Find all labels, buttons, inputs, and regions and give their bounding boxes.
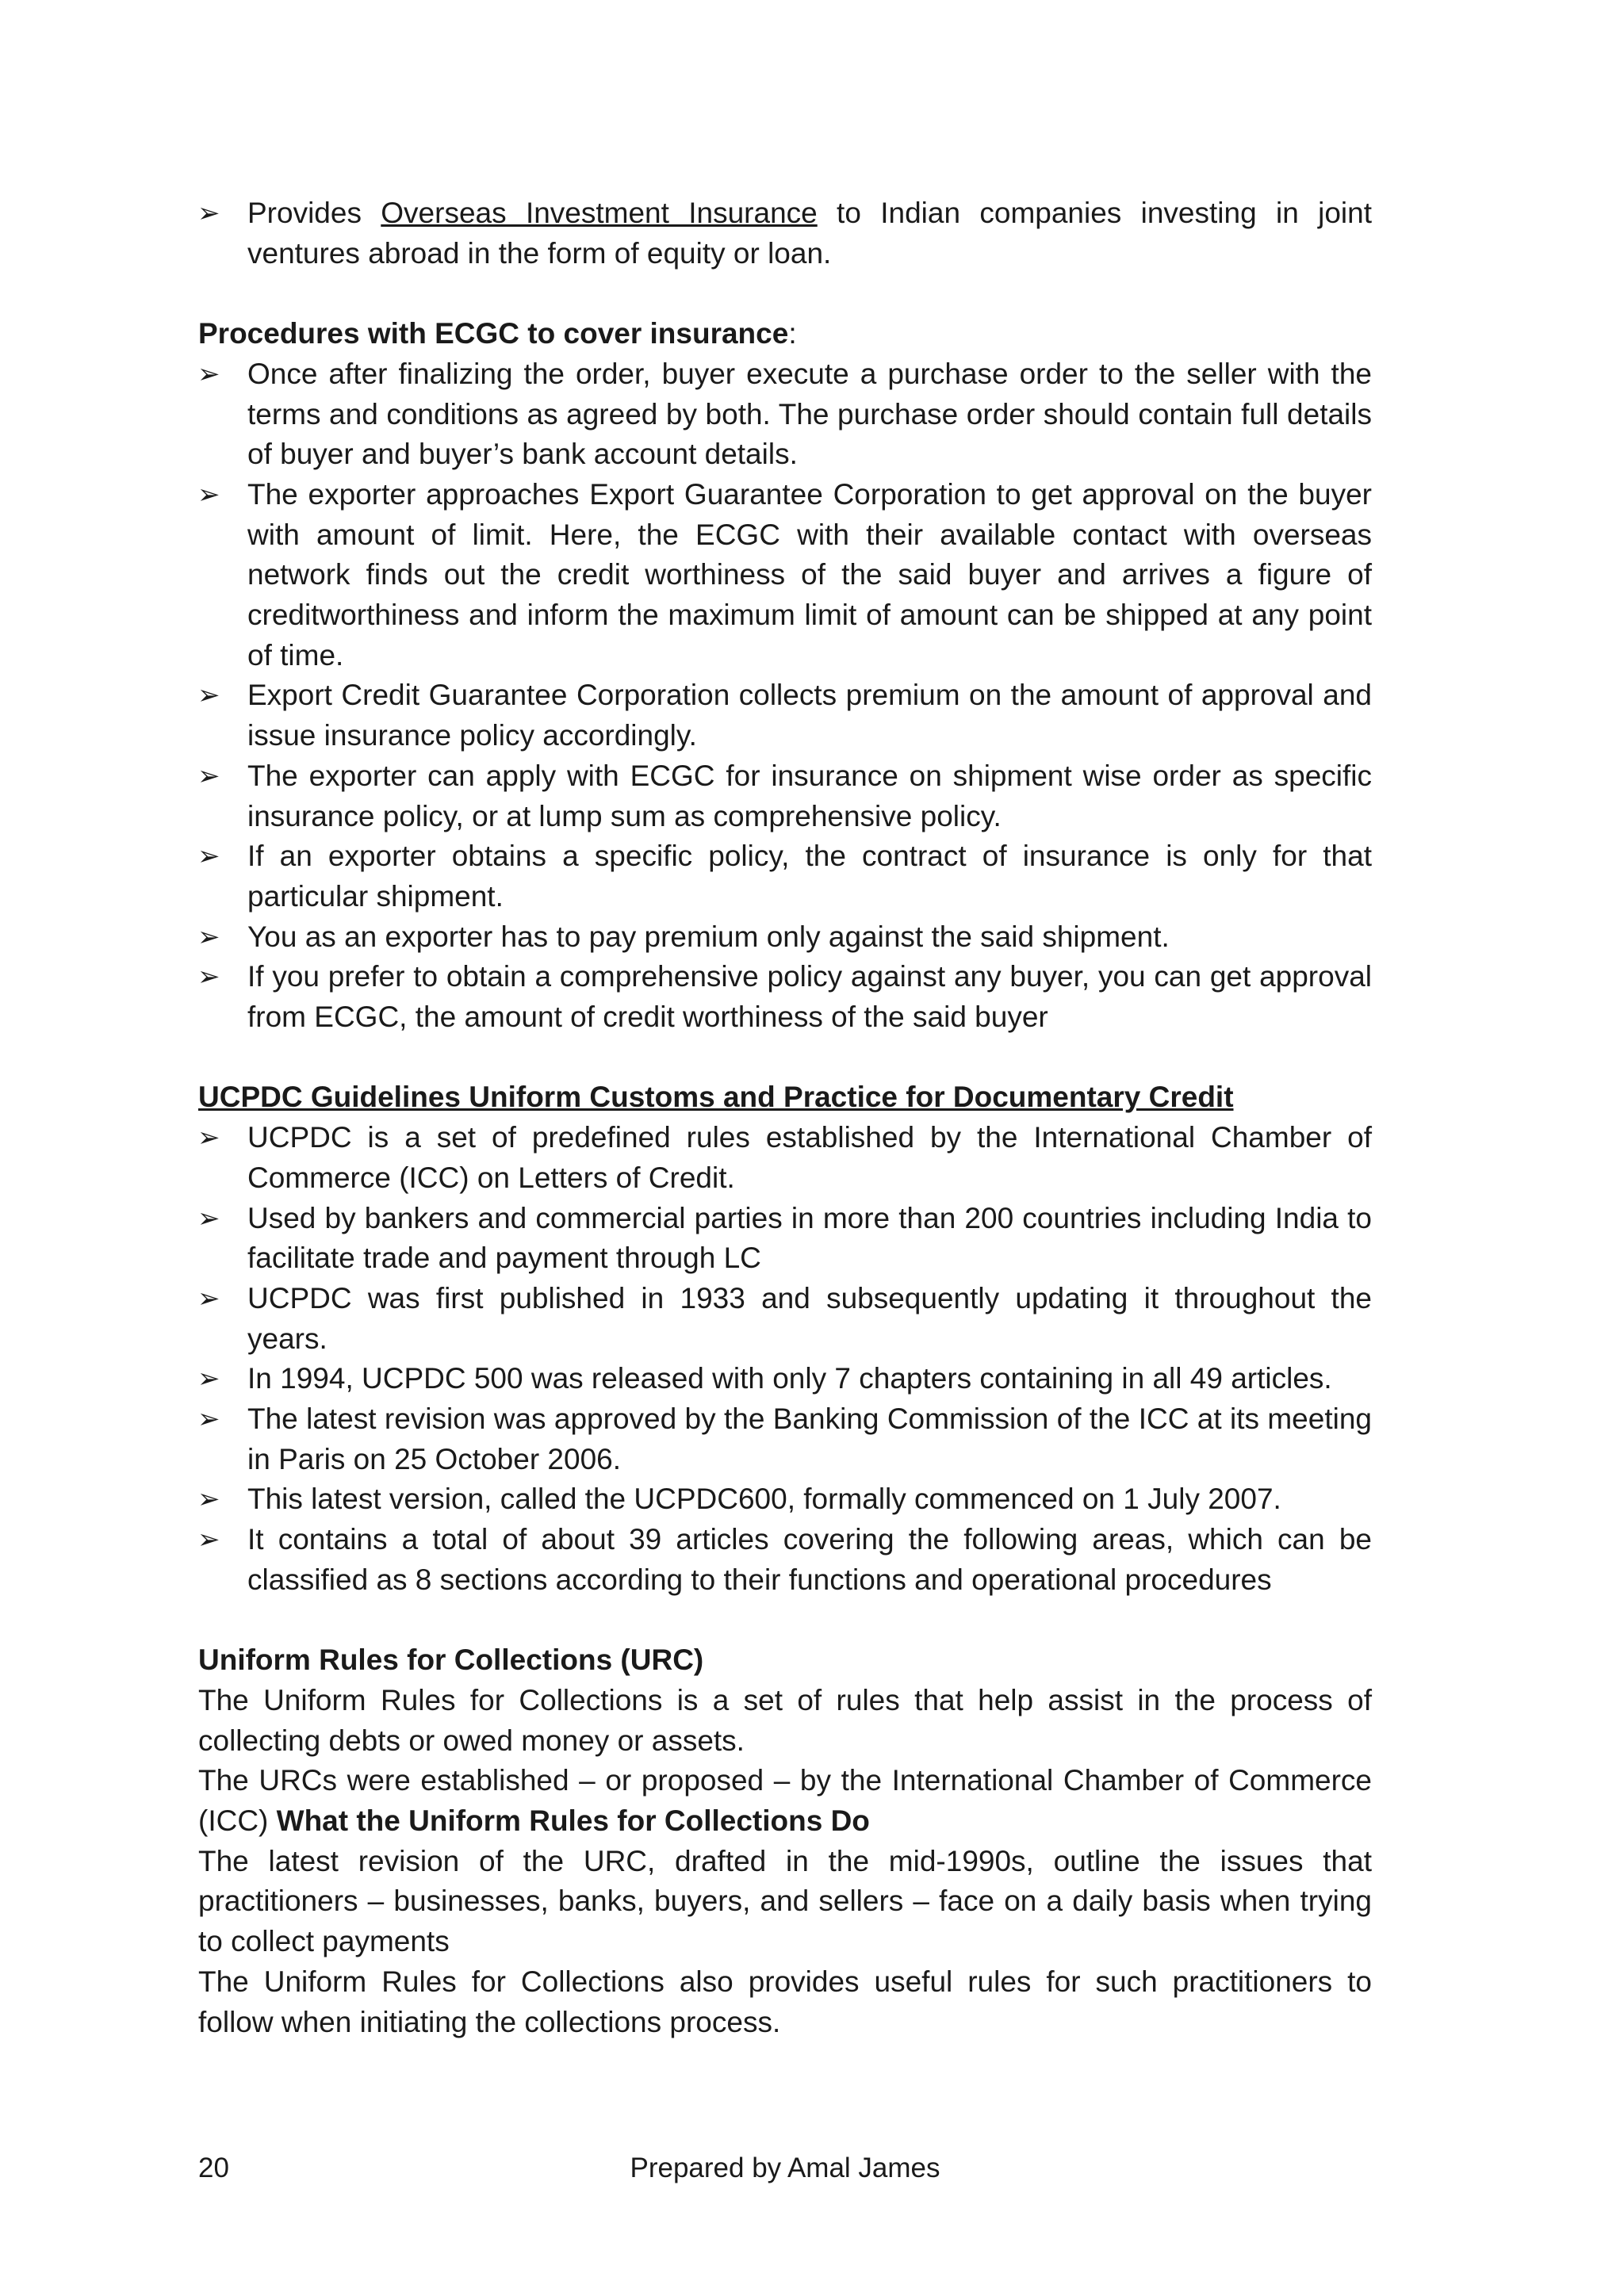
list-item <box>197 756 1372 836</box>
list-item-text: The latest revision was approved by the Banking Commission of the ICC at its meeting in Paris on 25 October 2006. <box>247 1402 1372 1475</box>
ecgc-heading: Procedures with ECGC to cover insurance <box>198 317 789 350</box>
ecgc-bullet-list <box>198 354 1372 1038</box>
arrowhead-bullet-icon: ➢ <box>197 841 220 872</box>
arrowhead-bullet-icon: ➢ <box>197 1203 220 1234</box>
list-item <box>197 917 1372 958</box>
arrowhead-bullet-icon: ➢ <box>197 479 220 510</box>
arrowhead-bullet-icon: ➢ <box>197 1123 220 1154</box>
intro-suffix: to Indian companies investing in joint ventures abroad in the form of equity or loan. <box>247 197 1372 270</box>
overseas-investment-insurance-link[interactable]: Overseas Investment Insurance <box>381 197 818 229</box>
list-item-text: The exporter can apply with ECGC for insurance on shipment wise order as specific insurance policy, or at lump sum as comprehensive policy. <box>247 759 1372 832</box>
urc-heading: Uniform Rules for Collections (URC) <box>198 1644 704 1677</box>
ucpdc-heading: UCPDC Guidelines Uniform Customs and Practice for Documentary Credit <box>198 1081 1234 1114</box>
page-content <box>198 193 1372 2042</box>
list-item <box>197 1479 1372 1520</box>
urc-paragraph-1: The Uniform Rules for Collections is a set of rules that help assist in the process of collecting debts or owed money or assets. <box>198 1683 1372 1757</box>
intro-bullet-list <box>198 193 1372 274</box>
list-item-text: If an exporter obtains a specific policy, the contract of insurance is only for that particular shipment. <box>247 840 1372 913</box>
list-item <box>197 1399 1372 1479</box>
urc-subheading: What the Uniform Rules for Collections Do <box>276 1804 870 1838</box>
ecgc-heading-colon: : <box>788 317 797 350</box>
list-item-text: Export Credit Guarantee Corporation collects premium on the amount of approval and issue insurance policy accordingly. <box>247 679 1372 752</box>
list-item-text: If you prefer to obtain a comprehensive policy against any buyer, you can get approval from ECGC, the amount of credit worthiness of the said buyer <box>247 960 1372 1034</box>
list-item <box>197 675 1372 756</box>
list-item-text: UCPDC is a set of predefined rules established by the International Chamber of Commerce (ICC) on Letters of Credit. <box>247 1121 1372 1194</box>
arrowhead-bullet-icon: ➢ <box>197 1484 220 1515</box>
list-item-text: You as an exporter has to pay premium only against the said shipment. <box>247 920 1170 953</box>
list-item <box>197 1118 1372 1198</box>
arrowhead-bullet-icon: ➢ <box>197 760 220 791</box>
list-item <box>197 1279 1372 1359</box>
ecgc-heading-row <box>198 314 1372 354</box>
list-item <box>197 1520 1372 1600</box>
urc-paragraph-3: The latest revision of the URC, drafted in the mid-1990s, outline the issues that practitioners – businesses, banks, buyers, and sellers – face on a daily basis when trying to collect payments <box>198 1844 1372 1958</box>
arrowhead-bullet-icon: ➢ <box>197 358 220 389</box>
list-item <box>197 957 1372 1037</box>
arrowhead-bullet-icon: ➢ <box>197 921 220 952</box>
urc-paragraph-4: The Uniform Rules for Collections also provides useful rules for such practitioners to follow when initiating the collections process. <box>198 1965 1372 2038</box>
page-number: 20 <box>198 2152 229 2183</box>
list-item-text: Used by bankers and commercial parties in more than 200 countries including India to facilitate trade and payment through LC <box>247 1201 1372 1275</box>
urc-paragraph-2 <box>198 1761 1372 1841</box>
list-item <box>197 193 1372 274</box>
arrowhead-bullet-icon: ➢ <box>197 680 220 711</box>
arrowhead-bullet-icon: ➢ <box>197 1525 220 1556</box>
urc-paragraph-2-text: The URCs were established – or proposed – by the International Chamber of Commerce (ICC) <box>198 1764 1372 1838</box>
arrowhead-bullet-icon: ➢ <box>197 1283 220 1314</box>
list-item <box>197 1359 1372 1399</box>
arrowhead-bullet-icon: ➢ <box>197 198 220 228</box>
list-item <box>197 1199 1372 1279</box>
list-item-text: This latest version, called the UCPDC600, formally commenced on 1 July 2007. <box>247 1483 1281 1516</box>
footer-credit: Prepared by Amal James <box>630 2152 940 2183</box>
list-item <box>197 354 1372 475</box>
list-item-text: It contains a total of about 39 articles covering the following areas, which can be classified as 8 sections according to their functions and operational procedures <box>247 1523 1372 1596</box>
list-item <box>197 836 1372 916</box>
arrowhead-bullet-icon: ➢ <box>197 1404 220 1435</box>
list-item-text: The exporter approaches Export Guarantee Corporation to get approval on the buyer with amount of limit. Here, the ECGC with their available contact with overseas network finds out the credit worthiness of the said buyer and arrives a figure of creditworthiness and inform the maximum limit of amount can be shipped at any point of time. <box>247 477 1372 672</box>
list-item-text: UCPDC was first published in 1933 and subsequently updating it throughout the years. <box>247 1281 1372 1355</box>
intro-prefix: Provides <box>247 197 381 229</box>
list-item-text: In 1994, UCPDC 500 was released with only 7 chapters containing in all 49 articles. <box>247 1362 1332 1395</box>
arrowhead-bullet-icon: ➢ <box>197 1364 220 1395</box>
list-item <box>197 475 1372 676</box>
list-item-text: Once after finalizing the order, buyer execute a purchase order to the seller with the terms and conditions as agreed by both. The purchase order should contain full details of buyer and buyer’s bank account details. <box>247 357 1372 471</box>
arrowhead-bullet-icon: ➢ <box>197 962 220 993</box>
ucpdc-bullet-list <box>198 1118 1372 1600</box>
